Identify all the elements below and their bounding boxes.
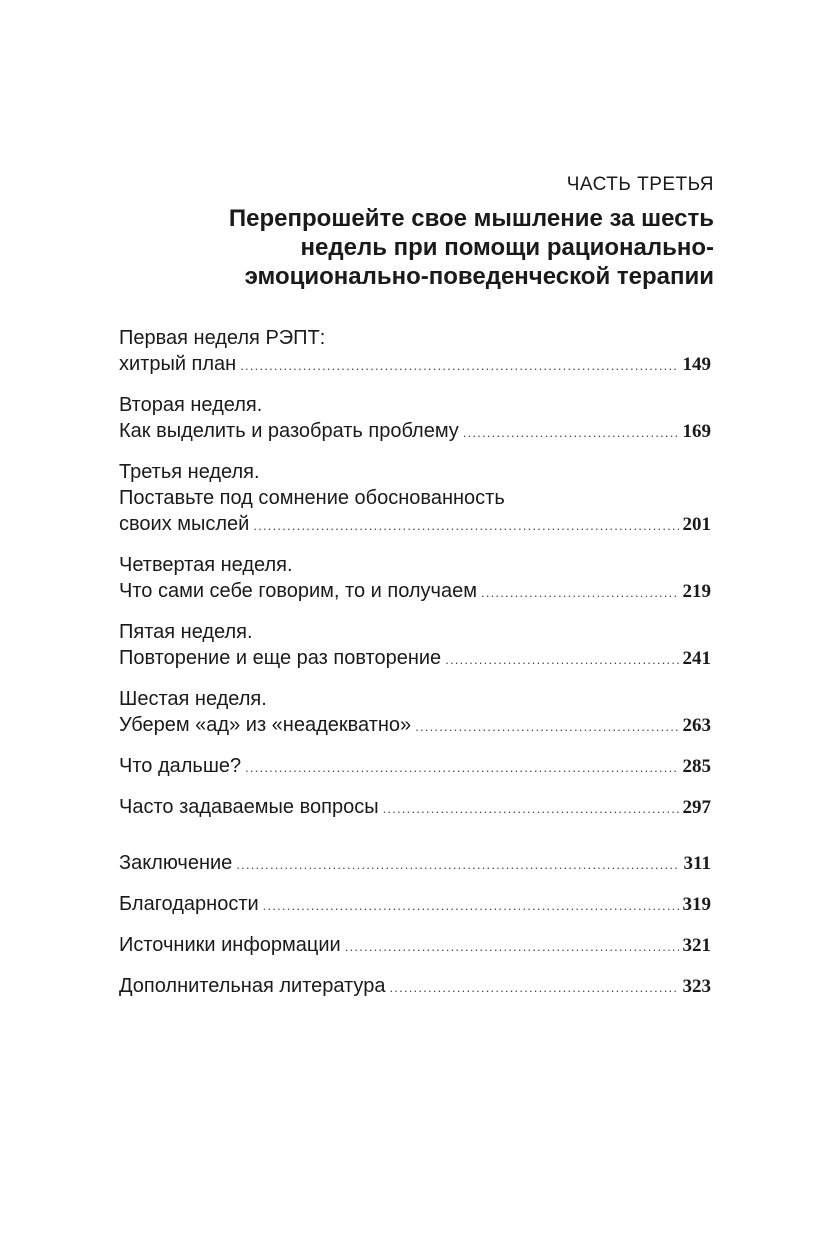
toc-entry-acknowledgements[interactable] <box>119 891 711 919</box>
toc-entry-subtitle: Поставьте под сомнение обоснованность <box>119 487 505 509</box>
part-title-line: Перепрошейте свое мышление за шесть <box>228 205 714 232</box>
dot-leader <box>345 934 679 960</box>
toc-page-number: 149 <box>682 354 711 375</box>
toc-entry-title: Дополнительная литература <box>119 975 386 997</box>
toc-page-number: 321 <box>682 935 711 956</box>
toc-entry-heading: Первая неделя РЭПТ: <box>119 327 326 349</box>
dot-leader <box>236 852 679 878</box>
toc-entry-week-2[interactable] <box>119 392 711 446</box>
toc-entry-title: своих мыслей <box>119 513 250 535</box>
toc-page-number: 169 <box>682 421 711 442</box>
dot-leader <box>445 647 678 673</box>
toc-entry-title: Благодарности <box>119 893 259 915</box>
toc-page-number: 297 <box>682 797 711 818</box>
toc-entry-faq[interactable] <box>119 794 711 822</box>
toc-entry-sources[interactable] <box>119 932 711 960</box>
toc-page-number: 319 <box>682 894 711 915</box>
toc-entry-week-5[interactable] <box>119 619 711 673</box>
toc-entry-title: Повторение и еще раз повторение <box>119 647 442 669</box>
part-title <box>114 204 714 291</box>
toc-entry-title: хитрый план <box>119 353 237 375</box>
toc-entry-heading: Шестая неделя. <box>119 688 267 710</box>
toc-entry-heading: Третья неделя. <box>119 461 260 483</box>
toc-entry-whats-next[interactable] <box>119 753 711 781</box>
dot-leader <box>415 714 678 740</box>
part-header <box>114 172 714 291</box>
toc-page-number: 323 <box>682 976 711 997</box>
toc-page-number: 285 <box>682 756 711 777</box>
dot-leader <box>263 893 679 919</box>
toc-entry-week-3[interactable] <box>119 459 711 539</box>
toc-entry-title: Уберем «ад» из «неадекватно» <box>119 714 412 736</box>
toc-entry-week-4[interactable] <box>119 552 711 606</box>
dot-leader <box>463 420 679 446</box>
toc-entry-title: Часто задаваемые вопросы <box>119 796 379 818</box>
dot-leader <box>245 755 678 781</box>
toc-entry-further-reading[interactable] <box>119 973 711 1001</box>
toc-entry-title: Заключение <box>119 852 233 874</box>
toc-entry-heading: Четвертая неделя. <box>119 554 293 576</box>
toc-entry-title: Что сами себе говорим, то и получаем <box>119 580 477 602</box>
table-of-contents <box>119 325 711 1014</box>
toc-entry-week-1[interactable] <box>119 325 711 379</box>
toc-entry-heading: Пятая неделя. <box>119 621 253 643</box>
toc-page-number: 201 <box>682 514 711 535</box>
toc-entry-title: Источники информации <box>119 934 341 956</box>
toc-entry-week-6[interactable] <box>119 686 711 740</box>
part-title-line: недель при помощи рационально- <box>300 234 714 261</box>
part-label: ЧАСТЬ ТРЕТЬЯ <box>566 174 714 195</box>
toc-entry-conclusion[interactable] <box>119 850 711 878</box>
toc-page-number: 219 <box>682 581 711 602</box>
dot-leader <box>383 796 679 822</box>
toc-entry-heading: Вторая неделя. <box>119 394 263 416</box>
dot-leader <box>253 513 678 539</box>
toc-page-number: 241 <box>682 648 711 669</box>
toc-page-number: 311 <box>683 853 711 874</box>
dot-leader <box>240 353 678 379</box>
dot-leader <box>481 580 679 606</box>
toc-entry-title: Что дальше? <box>119 755 242 777</box>
toc-page-number: 263 <box>682 715 711 736</box>
dot-leader <box>389 975 678 1001</box>
part-title-line: эмоционально-поведенческой терапии <box>244 263 714 290</box>
toc-entry-title: Как выделить и разобрать проблему <box>119 420 459 442</box>
